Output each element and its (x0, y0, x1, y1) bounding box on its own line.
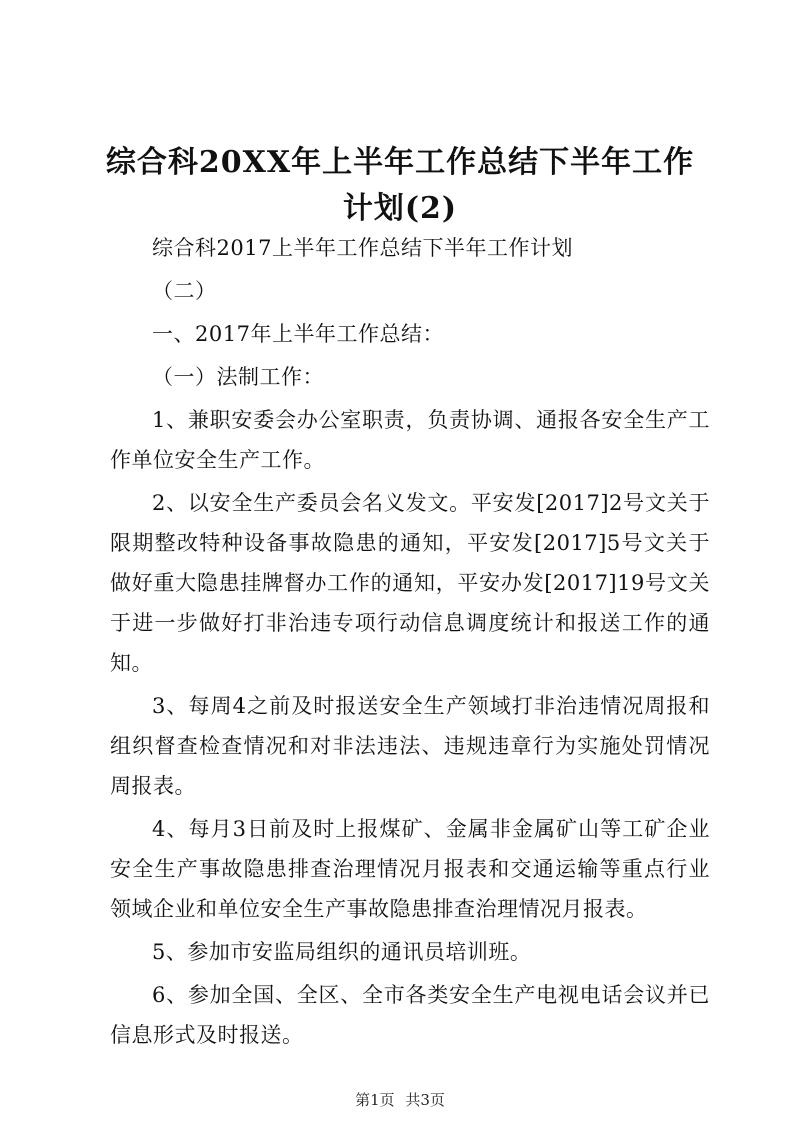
paragraph: 2、以安全生产委员会名义发文。平安发[2017]2号文关于限期整改特种设备事故隐患的通知，平安发[2017]5号文关于做好重大隐患挂牌督办工作的通知，平安办发[2017]19号文关于进一步做好打非治违专项行动信息调度统计和报送工作的通知。 (110, 491, 710, 675)
document-title: 综合科20XX年上半年工作总结下半年工作计划(2) (105, 145, 695, 226)
paragraph: 综合科2017上半年工作总结下半年工作计划 (152, 236, 573, 260)
paragraph: 1、兼职安委会办公室职责，负责协调、通报各安全生产工作单位安全生产工作。 (110, 408, 710, 472)
paragraph: 6、参加全国、全区、全市各类安全生产电视电话会议并已信息形式及时报送。 (110, 983, 710, 1047)
page-total: 共3页 (405, 1091, 445, 1109)
section-heading: 一、2017年上半年工作总结： (152, 322, 444, 346)
paragraph: 5、参加市安监局组织的通讯员培训班。 (152, 940, 532, 964)
paragraph: 3、每周4之前及时报送安全生产领域打非治违情况周报和组织督查检查情况和对非法违法、违规违章行为实施处罚情况周报表。 (110, 694, 710, 798)
paragraph: （二） (152, 279, 217, 303)
subsection-heading: （一）法制工作： (152, 365, 324, 389)
document-body (110, 228, 710, 1058)
paragraph: 4、每月3日前及时上报煤矿、金属非金属矿山等工矿企业安全生产事故隐患排查治理情况月报表和交通运输等重点行业领域企业和单位安全生产事故隐患排查治理情况月报表。 (110, 817, 710, 921)
page-number: 第1页 (355, 1091, 395, 1109)
page-footer (0, 1090, 800, 1110)
